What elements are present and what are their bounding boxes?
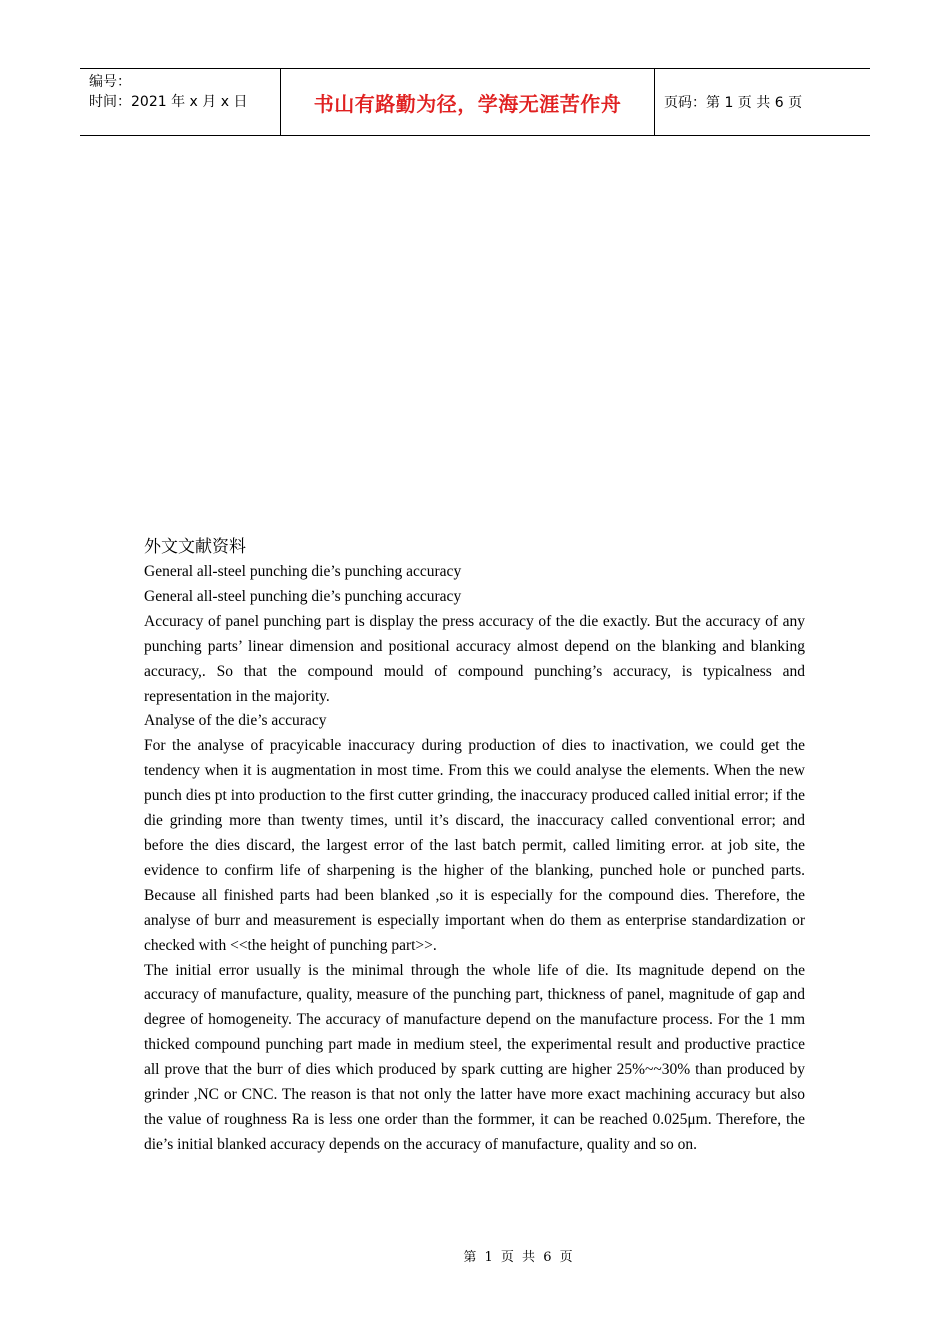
header-page-info: 页码：第 1 页 共 6 页 (664, 95, 803, 111)
footer-page-number: 第 1 页 共 6 页 (463, 1250, 575, 1265)
page-header (80, 68, 870, 136)
header-meta-cell (80, 69, 281, 135)
document-number-label: 编号： (89, 74, 131, 90)
page-footer (0, 1246, 950, 1265)
section-heading: Analyse of the die’s accuracy (144, 712, 327, 730)
paragraph-intro: Accuracy of panel punching part is display the press accuracy of the die exactly. But the accuracy of any punching parts’ linear dimension and positional accuracy almost depend on the blanking and blanking accuracy,. So that the compound mould of compound punching’s accuracy, is typicalness and representation in the majority. (144, 612, 805, 705)
article-title: General all-steel punching die’s punching accuracy (144, 563, 462, 580)
section-heading-cn: 外文文献资料 (144, 537, 246, 557)
paragraph-initial-error: The initial error usually is the minimal through the whole life of die. Its magnitude depend on the accuracy of manufacture, quality, measure of the punching part, thickness of panel, magnitude of gap and degree of homogeneity. The accuracy of manufacture depend on the manufacture process. For the 1 mm thicked compound punching part made in medium steel, the experimental result and productive practice all prove that the burr of dies which produced by spark cutting are higher 25%~~30% than produced by grinder ,NC or CNC. The reason is that not only the latter have more exact machining accuracy but also the value of roughness Ra is less one order than the formmer, it can be reached 0.025μm. Therefore, the die’s initial blanked accuracy depends on the accuracy of manufacture, quality and so on. (144, 961, 805, 1153)
article-title-repeat: General all-steel punching die’s punching accuracy (144, 587, 462, 605)
document-body (144, 534, 805, 1158)
document-date-label: 时间：2021 年 x 月 x 日 (89, 94, 248, 110)
header-page-cell (655, 69, 870, 135)
paragraph-analysis: For the analyse of pracyicable inaccuracy during production of dies to inactivation, we could get the tendency when it is augmentation in most time. From this we could analyse the elements. When the new punch dies pt into production to the first cutter grinding, the inaccuracy produced called initial error; if the die grinding more than twenty times, until it’s discard, the inaccuracy called conventional error; and before the dies discard, the largest error of the last batch permit, called limiting error. at job site, the evidence to confirm life of sharpening is the higher of the blanking, punched hole or punched parts. Because all finished parts had been blanked ,so it is especially for the compound dies. Therefore, the analyse of burr and measurement is especially important when do them as enterprise standardization or checked with <<the height of punching part>>. (144, 737, 805, 954)
header-motto: 书山有路勤为径，学海无涯苦作舟 (313, 91, 622, 116)
header-motto-cell (281, 69, 655, 135)
